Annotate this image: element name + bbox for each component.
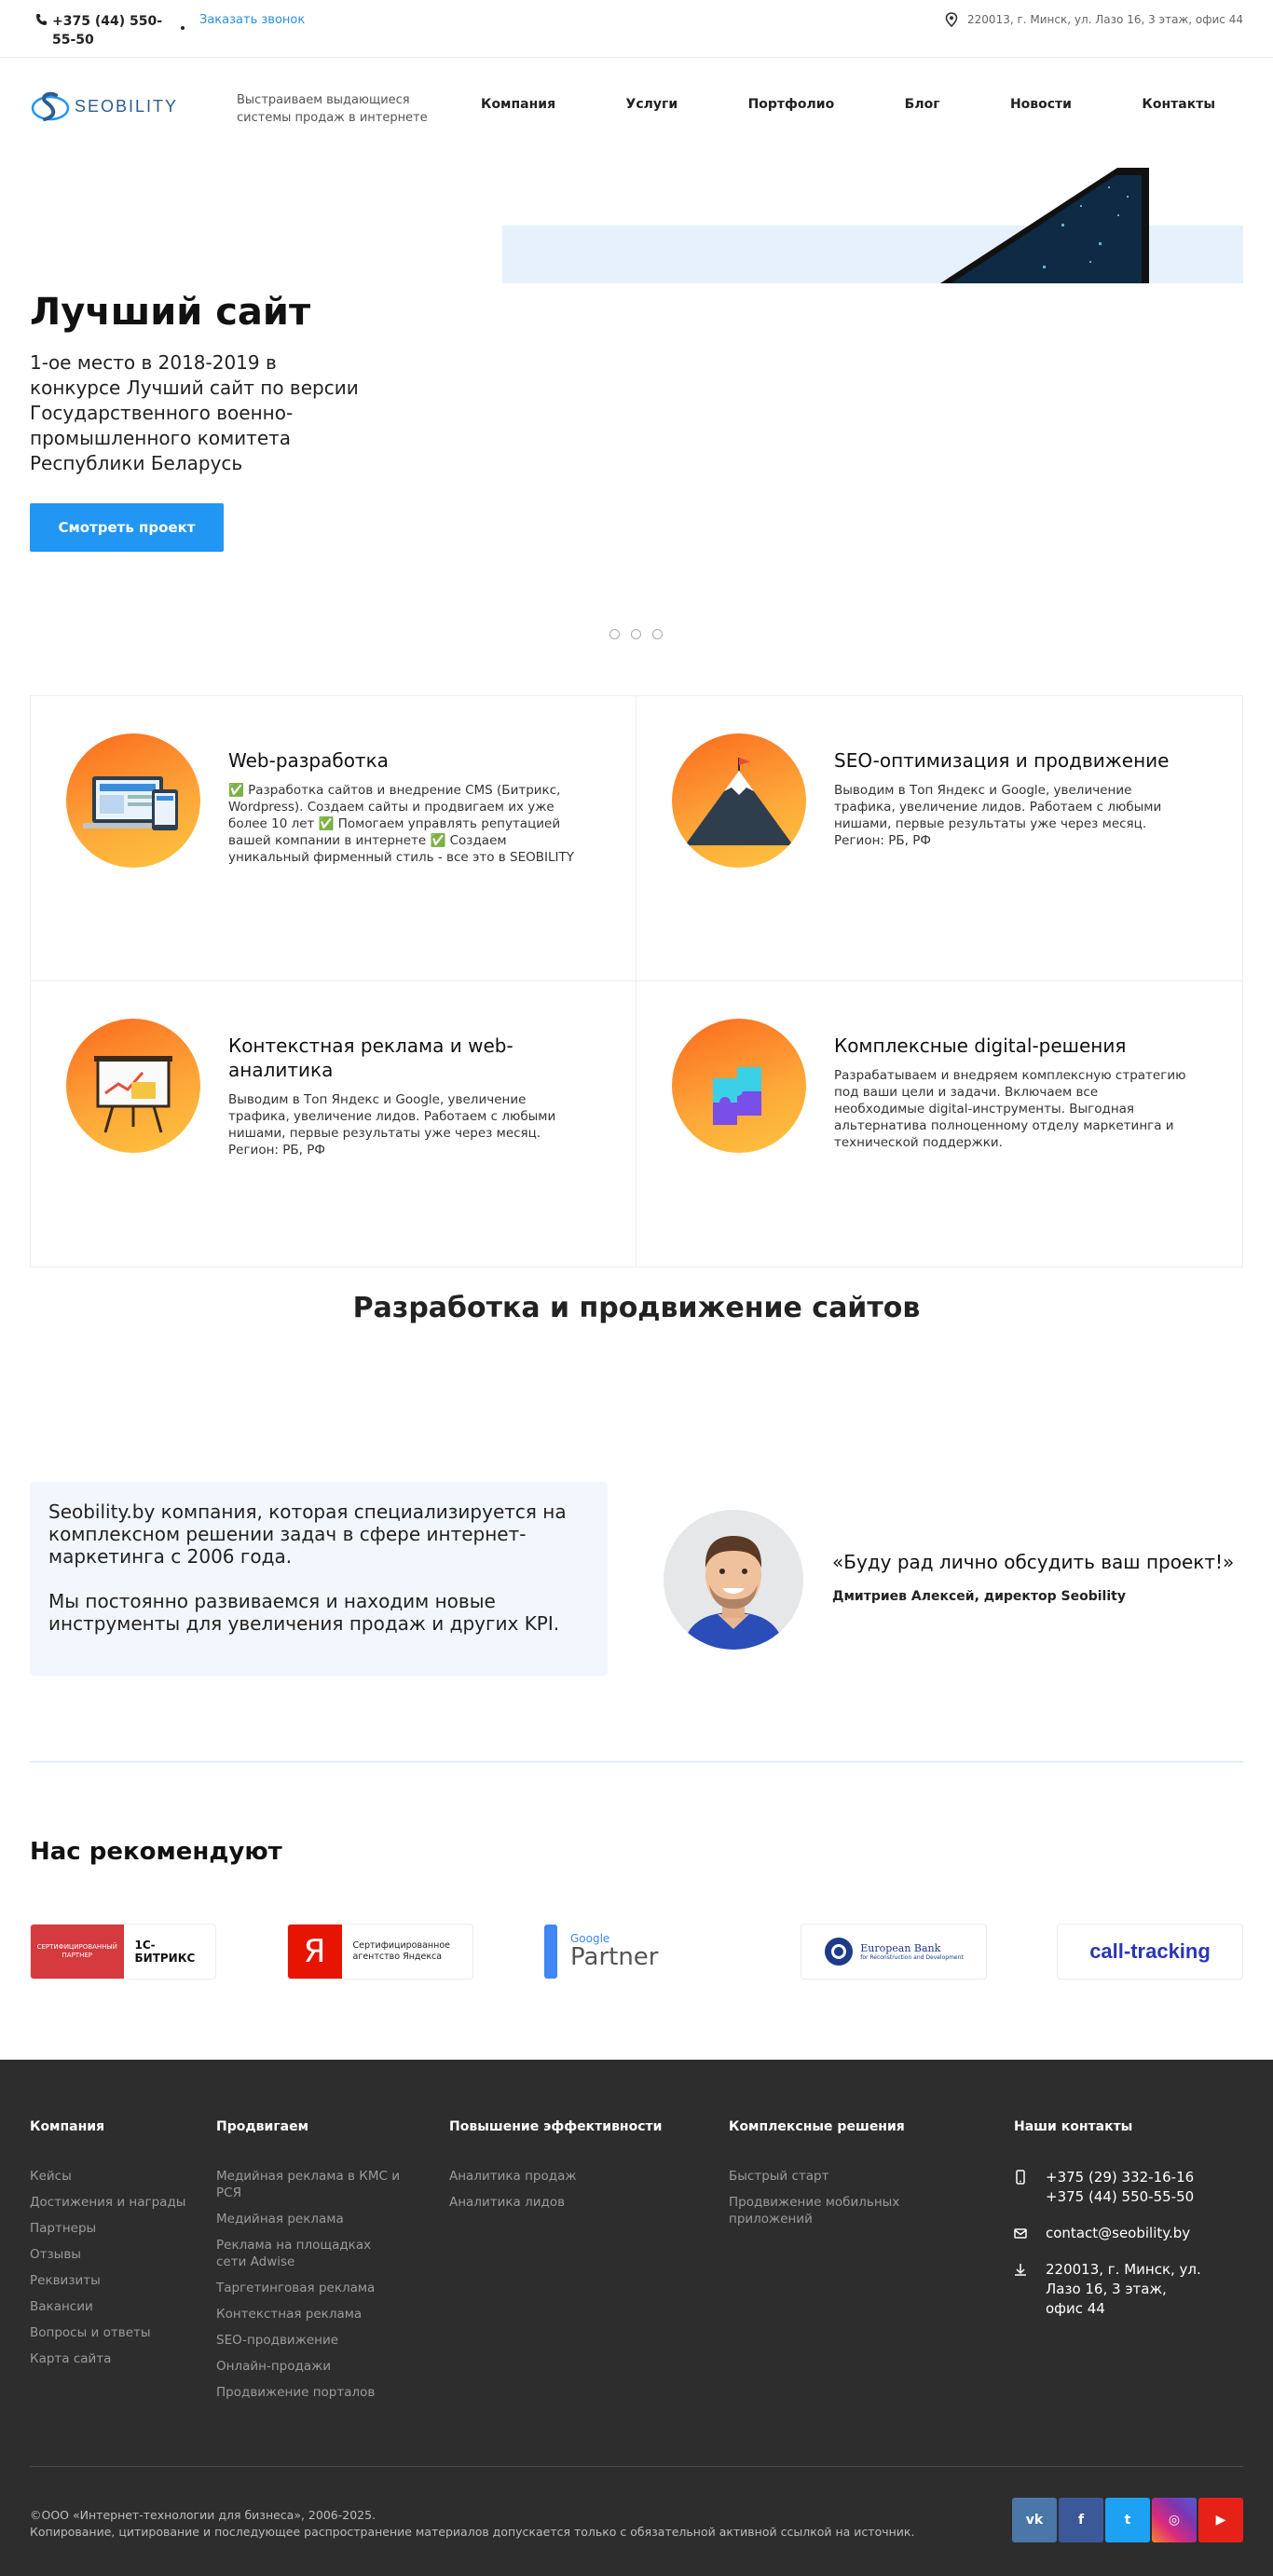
recommend-title: Нас рекомендуют [30,1838,282,1866]
footer-col-title: Комплексные решения [729,2119,905,2134]
service-text: Выводим в Топ Яндекс и Google, увеличение трафика, увеличение лидов. Работаем с любыми нишами, первые результаты уже через месяц. Регион: РБ, РФ [834,783,1162,848]
partner-calltracking[interactable] [1057,1924,1243,1980]
partner-name: for Reconstruction and Development [860,1954,964,1961]
service-card[interactable] [31,981,636,1267]
footer-link[interactable]: Продвижение мобильных приложений [729,2195,900,2227]
footer-phone[interactable]: +375 (44) 550-55-50 [1046,2188,1195,2205]
director-quote: «Буду рад лично обсудить ваш проект!» [832,1551,1235,1573]
footer-link[interactable]: Контекстная реклама [216,2307,363,2322]
partner-badge: СЕРТИФИЦИРОВАННЫЙ ПАРТНЕР [31,1925,124,1979]
partners-list [30,1924,1243,1980]
partner-name: Сертифицированное агентство Яндекса [352,1940,450,1962]
top-bar [0,0,1273,58]
footer-col-title: Наши контакты [1014,2119,1133,2134]
twitter-icon[interactable]: t [1105,2498,1150,2542]
monitor-illustration [502,168,1243,283]
service-text: Выводим в Топ Яндекс и Google, увеличение трафика, увеличение лидов. Работаем с любыми нишами, первые результаты уже через месяц. Регион: РБ, РФ [228,1092,556,1158]
nav-item-portfolio[interactable]: Портфолио [747,97,835,112]
about-text: Мы постоянно развиваемся и находим новые инструменты для увеличения продаж и других KPI. [48,1590,560,1635]
footer-phone[interactable]: +375 (29) 332-16-16 [1046,2169,1195,2185]
quote-author: Дмитриев Алексей, директор Seobility [832,1589,1126,1604]
footer-link[interactable]: Отзывы [30,2247,81,2262]
footer-link[interactable]: Реквизиты [30,2273,101,2288]
main-nav [466,97,1230,112]
facebook-icon[interactable]: f [1059,2498,1103,2542]
footer-col-efficiency [449,2119,691,2220]
copyright-line: Копирование, цитирование и последующее распространение материалов допускается только с обязательной активной ссылкой на источник. [30,2525,915,2539]
footer-link[interactable]: Таргетинговая реклама [216,2281,376,2295]
hero-title: Лучший сайт [30,291,311,334]
about-box [30,1482,608,1676]
nav-item-contacts[interactable]: Контакты [1142,97,1215,112]
tagline: Выстраиваем выдающиеся системы продаж в интернете [237,93,428,125]
callback-link[interactable]: Заказать звонок [199,13,306,27]
header-address: 220013, г. Минск, ул. Лазо 16, 3 этаж, офис 44 [967,13,1243,26]
about-text: Seobility.by компания, которая специализируется на комплексном решении задач в сфере интернет-маркетинга с 2006 года. [48,1500,567,1568]
phone-block[interactable] [35,12,183,49]
nav-item-services[interactable]: Услуги [625,97,678,112]
ebrd-logo-icon [823,1936,855,1967]
slider-dot[interactable] [631,629,641,639]
logo-icon [30,86,71,127]
pin-icon [945,12,958,27]
service-text: ✅ Разработка сайтов и внедрение CMS (Битрикс, Wordpress). Создаем сайты и продвигаем их уже более 10 лет ✅ Помогаем управлять репутацией вашей компании в интернете ✅ Создаем уникальный фирменный стиль - все это в SEOBILITY [228,783,575,865]
slider-dot[interactable] [652,629,663,639]
partner-yandex[interactable] [287,1924,473,1980]
footer-link[interactable]: Аналитика продаж [449,2169,577,2184]
chevron-down-icon[interactable] [181,26,185,30]
vk-icon[interactable]: vk [1012,2498,1057,2542]
partner-ebrd[interactable] [801,1924,987,1980]
footer-link[interactable]: Медийная реклама [216,2212,344,2227]
service-text: Разрабатываем и внедряем комплексную стратегию под ваши цели и задачи. Включаем все необходимые digital-инструменты. Выгодная альтернатива полноценному отделу маркетинга и технической поддержки. [834,1068,1186,1150]
header-phone[interactable]: +375 (44) 550-55-50 [52,14,163,48]
mountain-flag-icon [672,733,806,868]
youtube-icon[interactable]: ▶ [1198,2498,1243,2542]
footer-col-title: Компания [30,2119,105,2134]
divider [30,1761,1243,1762]
logo[interactable] [30,86,178,127]
slider-dots [609,629,663,639]
services-grid [30,695,1243,1267]
presentation-board-icon [66,1019,200,1153]
footer-col-promote [216,2119,403,2410]
section-title: Разработка и продвижение сайтов [352,1292,921,1324]
footer-link[interactable]: Реклама на площадках сети Adwise [216,2238,372,2269]
footer-link[interactable]: Достижения и награды [30,2195,186,2210]
partner-name: 1С-БИТРИКС [134,1939,196,1965]
hero-image [502,168,1243,283]
footer-address: 220013, г. Минск, ул. Лазо 16, 3 этаж, офис 44 [1046,2261,1201,2317]
service-card[interactable] [31,696,636,981]
avatar [664,1510,803,1650]
footer-phones [1014,2168,1238,2207]
mail-icon [1014,2226,1027,2240]
puzzle-icon [672,1019,806,1153]
partner-badge: Google [570,1932,610,1945]
footer [0,2060,1273,2576]
main-header [0,58,1273,155]
location-icon [1014,2262,1027,2277]
footer-link[interactable]: Карта сайта [30,2351,112,2366]
phone-icon [35,13,47,26]
footer-link[interactable]: SEO-продвижение [216,2333,339,2348]
social-links [1012,2498,1243,2542]
nav-item-blog[interactable]: Блог [904,97,940,112]
nav-item-company[interactable]: Компания [481,97,556,112]
footer-link[interactable]: Аналитика лидов [449,2195,566,2210]
hero-text: 1-ое место в 2018-2019 в конкурсе Лучший сайт по версии Государственного военно-промышленного комитета Республики Беларусь [30,351,359,474]
footer-link[interactable]: Кейсы [30,2169,72,2184]
footer-contacts [1014,2119,1238,2336]
address-block [945,12,1243,27]
footer-address-row [1014,2260,1238,2319]
copyright [30,2507,914,2541]
footer-email[interactable]: contact@seobility.by [1046,2225,1191,2241]
nav-item-news[interactable]: Новости [1009,97,1072,112]
footer-link[interactable]: Медийная реклама в КМС и РСЯ [216,2169,400,2200]
google-bar-icon [544,1925,557,1979]
footer-col-company [30,2119,198,2377]
footer-link[interactable]: Продвижение порталов [216,2385,376,2400]
service-card[interactable] [636,696,1242,981]
partner-bitrix[interactable] [30,1924,216,1980]
partner-name: call-tracking [1089,1939,1211,1963]
footer-link[interactable]: Быстрый старт [729,2169,829,2184]
copyright-line: ©ООО «Интернет-технологии для бизнеса», 2006-2025. [30,2508,376,2522]
view-project-button[interactable]: Смотреть проект [30,503,224,552]
mobile-phone-icon [1014,2170,1027,2185]
logo-text: SEOBILITY [75,96,179,116]
footer-col-title: Повышение эффективности [449,2119,663,2134]
partner-google[interactable] [543,1924,730,1980]
instagram-icon[interactable]: ◎ [1152,2498,1197,2542]
slider-dot[interactable] [609,629,620,639]
footer-divider [30,2466,1243,2467]
service-title[interactable]: Web-разработка [228,749,389,772]
footer-link[interactable]: Вакансии [30,2299,93,2314]
footer-col-title: Продвигаем [216,2119,309,2134]
service-title[interactable]: Контекстная реклама и web-аналитика [228,1035,513,1081]
footer-email-row [1014,2224,1238,2243]
footer-link[interactable]: Онлайн-продажи [216,2359,332,2374]
service-title[interactable]: Комплексные digital-решения [834,1035,1127,1057]
service-title[interactable]: SEO-оптимизация и продвижение [834,749,1170,772]
footer-link[interactable]: Вопросы и ответы [30,2325,151,2340]
partner-badge: European Bank [860,1942,941,1954]
partner-name: Partner [570,1943,659,1971]
footer-col-solutions [729,2119,915,2237]
web-devices-icon [66,733,200,868]
service-card[interactable] [636,981,1242,1267]
yandex-logo-icon: Я [288,1925,342,1979]
footer-link[interactable]: Партнеры [30,2221,97,2236]
